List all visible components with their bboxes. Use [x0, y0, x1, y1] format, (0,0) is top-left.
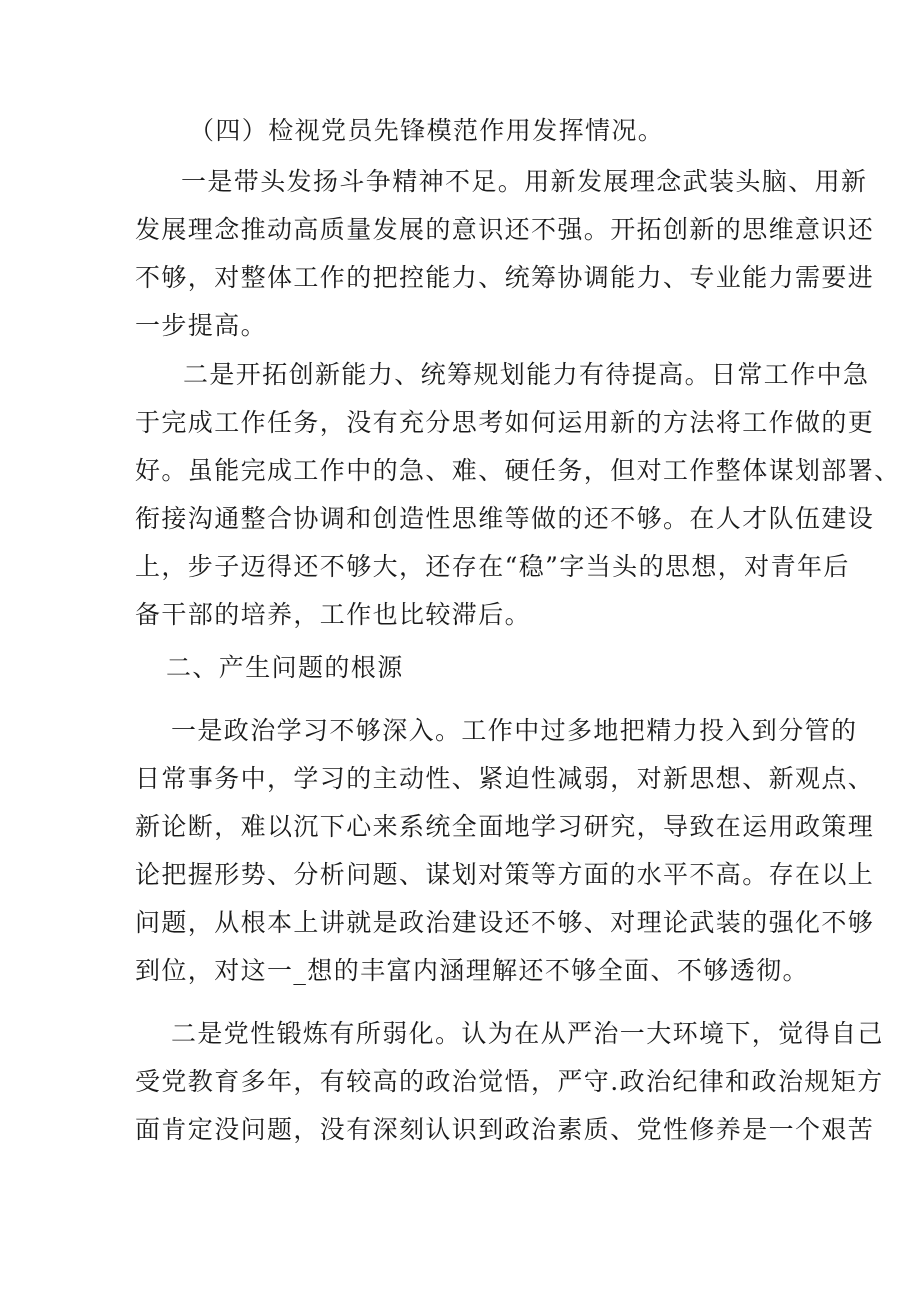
paragraph-line: 不够，对整体工作的把控能力、统筹协调能力、专业能力需要进 [135, 263, 875, 292]
paragraph-line: 一步提高。 [135, 311, 268, 340]
paragraph-line: 发展理念推动高质量发展的意识还不强。开拓创新的思维意识还 [135, 215, 875, 244]
paragraph-line: 受党教育多年，有较高的政治觉悟，严守.政治纪律和政治规矩方 [135, 1067, 884, 1096]
paragraph-line: 一是带头发扬斗争精神不足。用新发展理念武装头脑、用新 [181, 167, 868, 196]
paragraph-line: 备干部的培养，工作也比较滞后。 [135, 600, 532, 629]
paragraph-line: 新论断，难以沉下心来系统全面地学习研究，导致在运用政策理 [135, 812, 875, 841]
section-heading-4: （四）检视党员先锋模范作用发挥情况。 [189, 116, 665, 145]
paragraph-line: 于完成工作任务，没有充分思考如何运用新的方法将工作做的更 [135, 408, 875, 437]
paragraph-line: 二是开拓创新能力、统筹规划能力有待提高。日常工作中急 [183, 360, 870, 389]
paragraph-line: 到位，对这一_想的丰富内涵理解还不够全面、不够透彻。 [135, 956, 809, 985]
paragraph-line: 二是党性锻炼有所弱化。认为在从严治一大环境下，觉得自己 [171, 1019, 884, 1048]
paragraph-line: 问题，从根本上讲就是政治建设还不够、对理论武装的强化不够 [135, 908, 875, 937]
paragraph-line: 一是政治学习不够深入。工作中过多地把精力投入到分管的 [171, 716, 858, 745]
paragraph-line: 上，步子迈得还不够大，还存在“稳”字当头的思想，对青年后 [135, 552, 850, 581]
paragraph-line: 论把握形势、分析问题、谋划对策等方面的水平不高。存在以上 [135, 860, 875, 889]
paragraph-line: 衔接沟通整合协调和创造性思维等做的还不够。在人才队伍建设 [135, 504, 875, 533]
section-heading-2: 二、产生问题的根源 [166, 653, 404, 682]
paragraph-line: 日常事务中，学习的主动性、紧迫性减弱，对新思想、新观点、 [135, 764, 875, 793]
paragraph-line: 面肯定没问题，没有深刻认识到政治素质、党性修养是一个艰苦 [135, 1115, 875, 1144]
paragraph-line: 好。虽能完成工作中的急、难、硬任务，但对工作整体谋划部署、 [135, 456, 901, 485]
